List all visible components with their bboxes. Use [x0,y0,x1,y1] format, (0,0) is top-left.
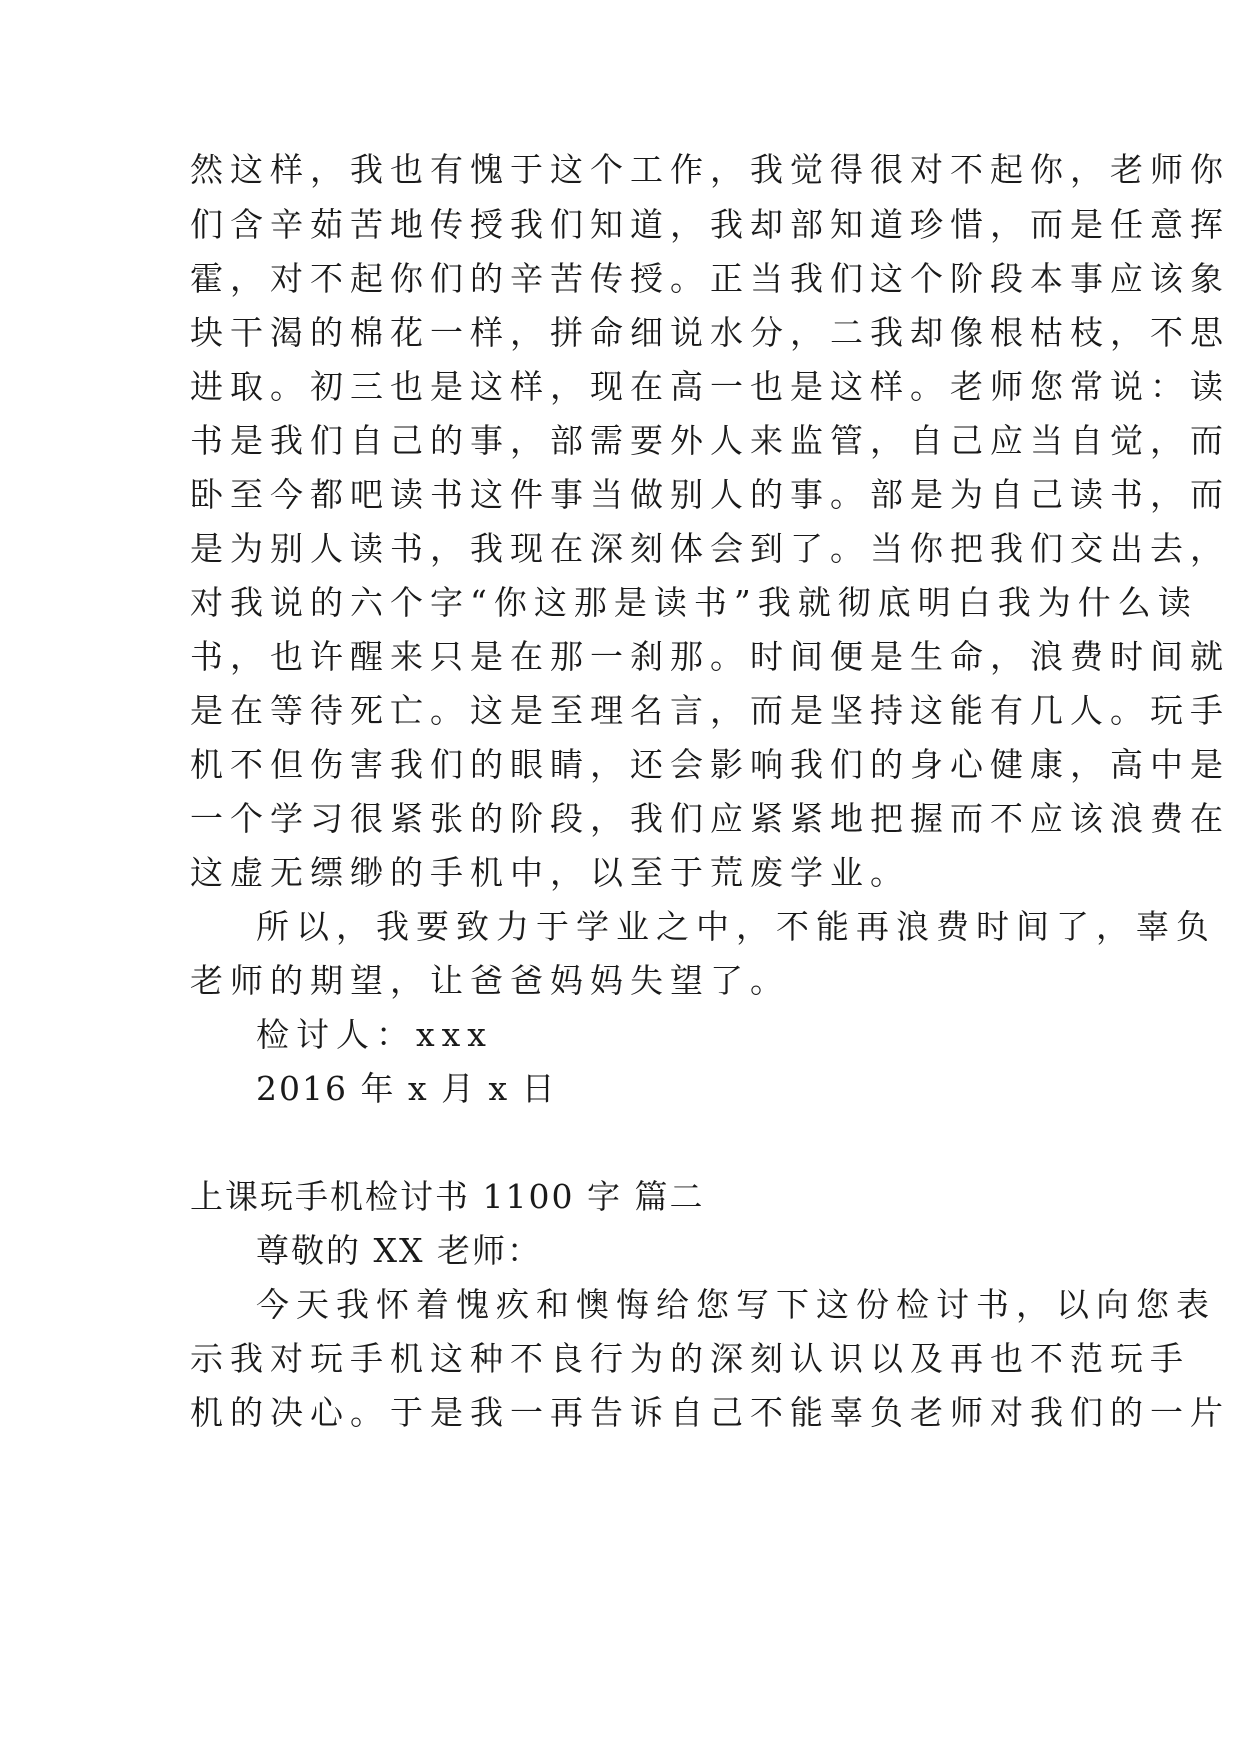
paragraph2-line-2: 老师的期望，让爸爸妈妈失望了。 [190,961,790,1000]
paragraph3-line-1: 今天我怀着愧疚和懊悔给您写下这份检讨书，以向您表 [256,1285,1216,1324]
paragraph1-line-8: 是为别人读书，我现在深刻体会到了。当你把我们交出去， [190,529,1230,568]
signature: 检讨人：xxx [256,1015,493,1054]
paragraph1-line-13: 一个学习很紧张的阶段，我们应紧紧地把握而不应该浪费在 [190,799,1230,838]
paragraph1-line-14: 这虚无缥缈的手机中，以至于荒废学业。 [190,853,910,892]
paragraph1-line-11: 是在等待死亡。这是至理名言，而是坚持这能有几人。玩手 [190,691,1230,730]
paragraph1-line-6: 书是我们自己的事，部需要外人来监管，自己应当自觉，而 [190,421,1230,460]
paragraph1-line-1: 然这样，我也有愧于这个工作，我觉得很对不起你，老师你 [190,150,1230,189]
paragraph1-line-5: 进取。初三也是这样，现在高一也是这样。老师您常说：读 [190,367,1230,406]
date: 2016 年 x 月 x 日 [256,1069,557,1108]
paragraph3-line-2: 示我对玩手机这种不良行为的深刻认识以及再也不范玩手 [190,1339,1190,1378]
paragraph1-line-3: 霍，对不起你们的辛苦传授。正当我们这个阶段本事应该象 [190,259,1230,298]
paragraph1-line-4: 块干渴的棉花一样，拼命细说水分，二我却像根枯枝，不思 [190,313,1230,352]
paragraph1-line-9: 对我说的六个字“你这那是读书”我就彻底明白我为什么读 [190,583,1198,622]
salutation: 尊敬的 XX 老师： [256,1231,542,1270]
paragraph1-line-7: 卧至今都吧读书这件事当做别人的事。部是为自己读书，而 [190,475,1230,514]
section-title: 上课玩手机检讨书 1100 字 篇二 [190,1177,705,1216]
paragraph1-line-2: 们含辛茹苦地传授我们知道，我却部知道珍惜，而是任意挥 [190,205,1230,244]
paragraph1-line-10: 书，也许醒来只是在那一刹那。时间便是生命，浪费时间就 [190,637,1230,676]
paragraph1-line-12: 机不但伤害我们的眼睛，还会影响我们的身心健康，高中是 [190,745,1230,784]
paragraph2-line-1: 所以，我要致力于学业之中，不能再浪费时间了，辜负 [256,907,1216,946]
paragraph3-line-3: 机的决心。于是我一再告诉自己不能辜负老师对我们的一片 [190,1393,1230,1432]
